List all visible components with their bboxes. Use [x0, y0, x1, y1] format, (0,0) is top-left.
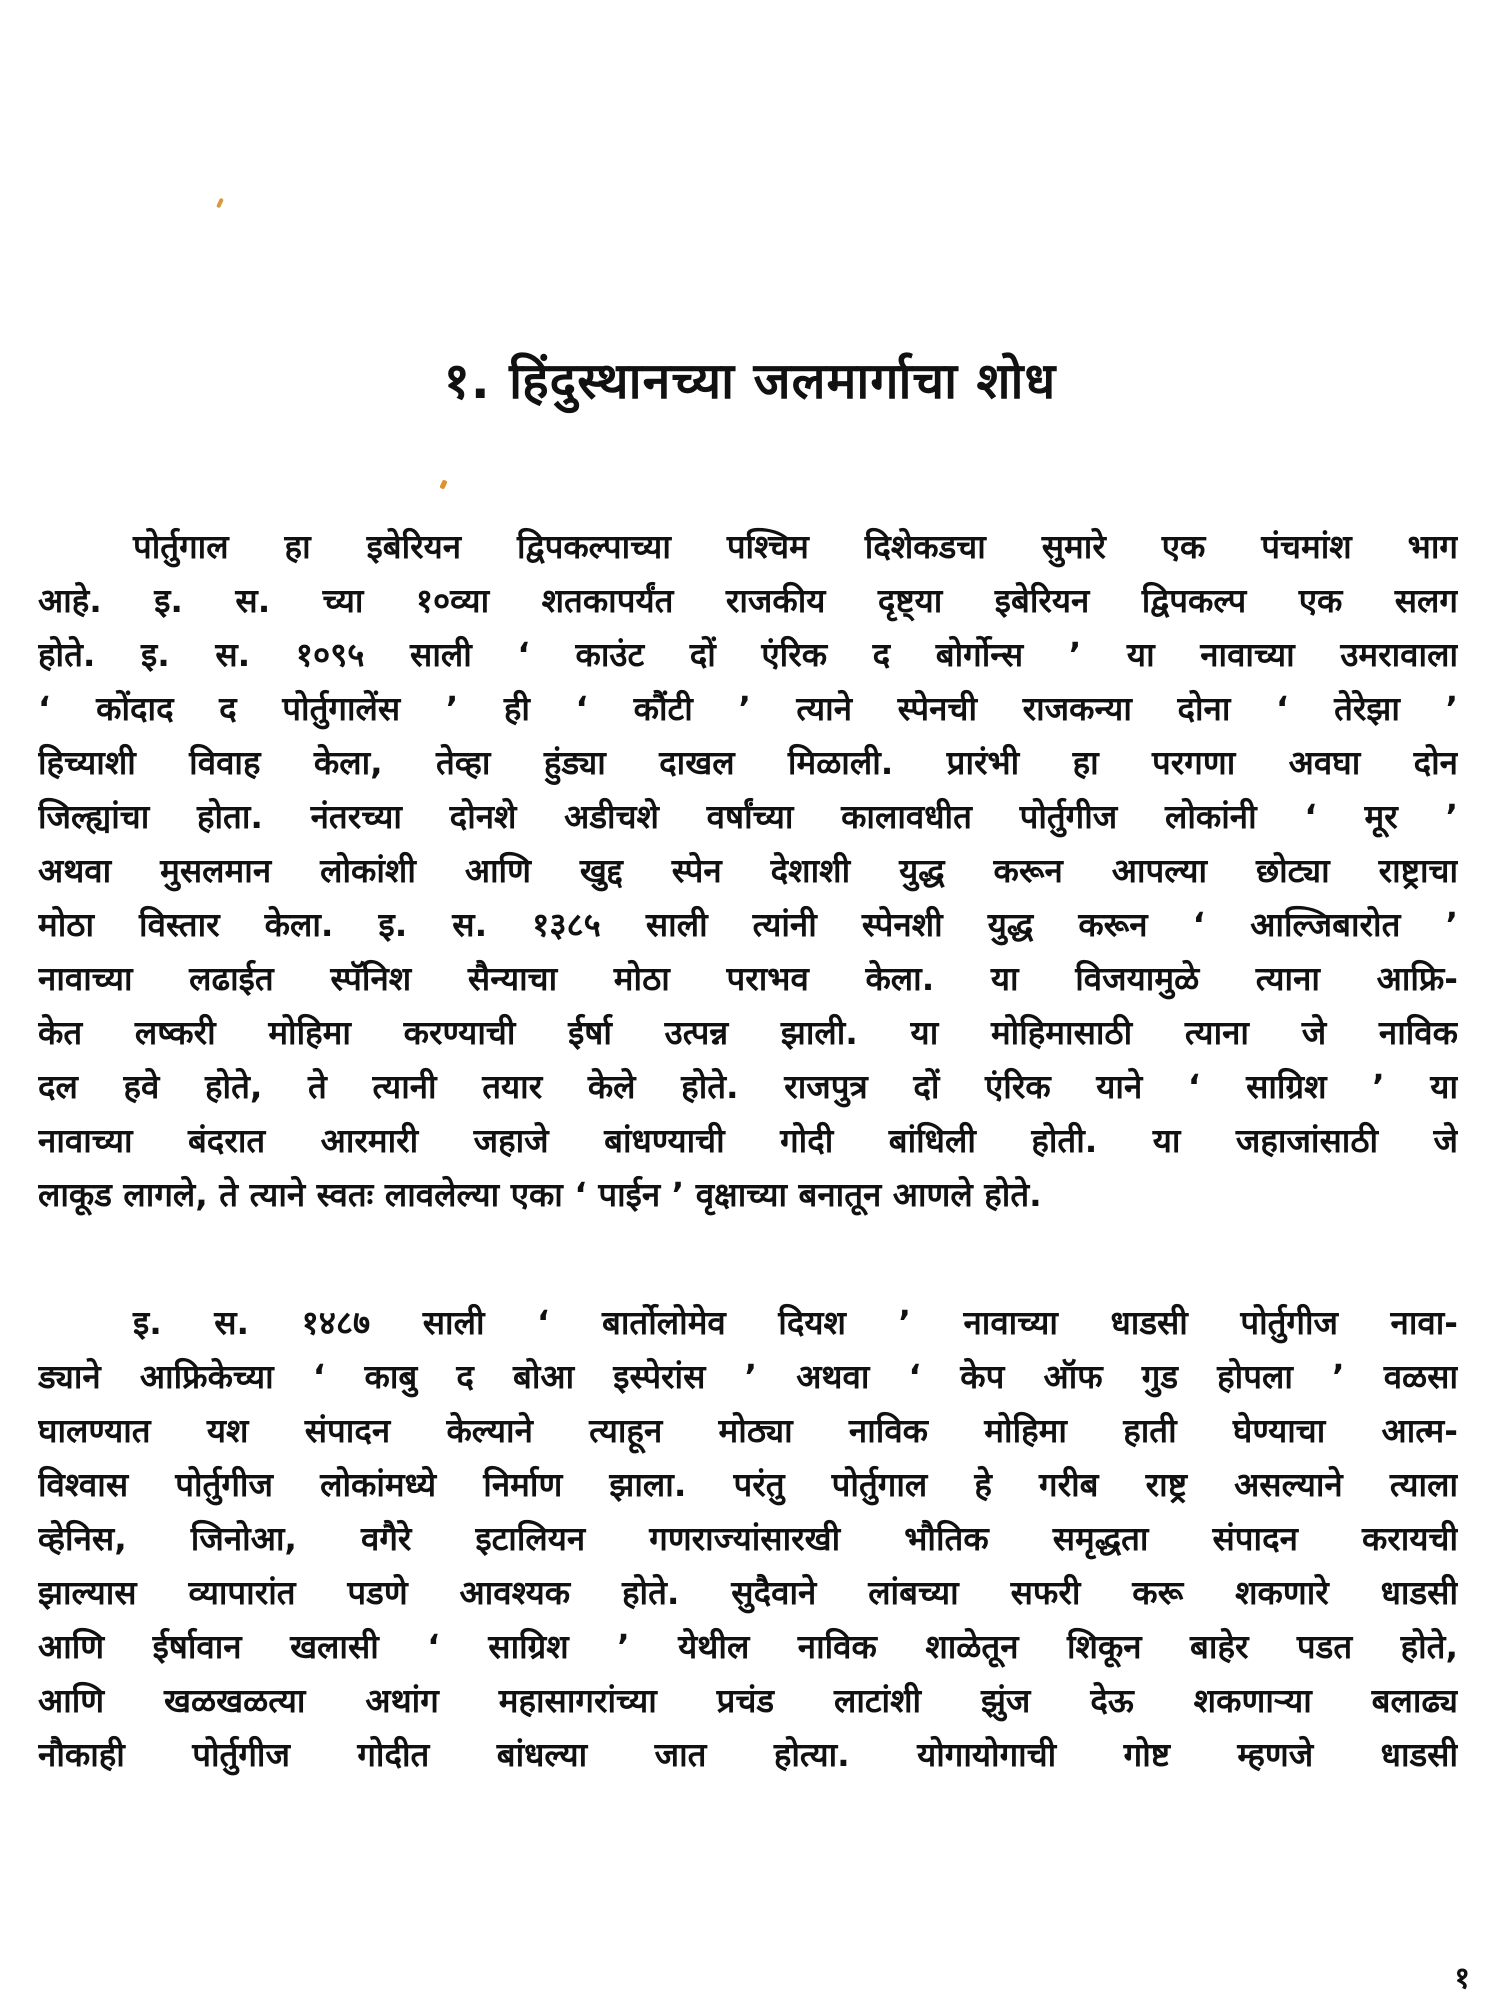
text-line: नावाच्या लढाईत स्पॅनिश सैन्याचा मोठा पराभव केला. या विजयामुळे त्याना आफ्रि-	[38, 959, 1458, 998]
paragraph-1	[38, 520, 1458, 1222]
text-line: घालण्यात यश संपादन केल्याने त्याहून मोठ्या नाविक मोहिमा हाती घेण्याचा आत्म-	[38, 1411, 1458, 1450]
text-line: व्हेनिस, जिनोआ, वगैरे इटालियन गणराज्यांसारखी भौतिक समृद्धता संपादन करायची	[38, 1519, 1458, 1558]
text-line: नावाच्या बंदरात आरमारी जहाजे बांधण्याची गोदी बांधिली होती. या जहाजांसाठी जे	[38, 1121, 1458, 1160]
paragraph-2	[38, 1296, 1458, 1782]
text-line: लाकूड लागले, ते त्याने स्वतः लावलेल्या एका ‘ पाईन ’ वृक्षाच्या बनातून आणले होते.	[38, 1175, 1042, 1214]
text-line: आणि खळखळत्या अथांग महासागरांच्या प्रचंड लाटांशी झुंज देऊ शकणाऱ्या बलाढ्य	[38, 1681, 1458, 1720]
text-line: विश्वास पोर्तुगीज लोकांमध्ये निर्माण झाला. परंतु पोर्तुगाल हे गरीब राष्ट्र असल्याने त्याला	[38, 1465, 1458, 1504]
chapter-title: १. हिंदुस्थानच्या जलमार्गाचा शोध	[443, 352, 1057, 410]
page-number: १	[1454, 1961, 1470, 1996]
text-line: इ. स. १४८७ साली ‘ बार्तोलोमेव दियश ’ नावाच्या धाडसी पोर्तुगीज नावा-	[133, 1303, 1458, 1342]
text-line: दल हवे होते, ते त्यानी तयार केले होते. राजपुत्र दों एंरिक याने ‘ साग्रिश ’ या	[38, 1067, 1458, 1106]
text-line: अथवा मुसलमान लोकांशी आणि खुद्द स्पेन देशाशी युद्ध करून आपल्या छोट्या राष्ट्राचा	[38, 851, 1458, 890]
text-line: मोठा विस्तार केला. इ. स. १३८५ साली त्यांनी स्पेनशी युद्ध करून ‘ आल्जिबारोत ’	[38, 905, 1458, 944]
text-line: केत लष्करी मोहिमा करण्याची ईर्षा उत्पन्न झाली. या मोहिमासाठी त्याना जे नाविक	[38, 1013, 1458, 1052]
text-line: ‘ कोंदाद द पोर्तुगालेंस ’ ही ‘ कौंटी ’ त्याने स्पेनची राजकन्या दोना ‘ तेरेझा ’	[38, 689, 1458, 728]
text-line: पोर्तुगाल हा इबेरियन द्विपकल्पाच्या पश्चिम दिशेकडचा सुमारे एक पंचमांश भाग	[133, 527, 1458, 566]
text-line: आणि ईर्षावान खलासी ‘ साग्रिश ’ येथील नाविक शाळेतून शिकून बाहेर पडत होते,	[38, 1627, 1458, 1666]
text-line: झाल्यास व्यापारांत पडणे आवश्यक होते. सुदैवाने लांबच्या सफरी करू शकणारे धाडसी	[38, 1573, 1458, 1612]
text-line: हिच्याशी विवाह केला, तेव्हा हुंड्या दाखल मिळाली. प्रारंभी हा परगणा अवघा दोन	[38, 743, 1458, 782]
text-line: नौकाही पोर्तुगीज गोदीत बांधल्या जात होत्या. योगायोगाची गोष्ट म्हणजे धाडसी	[38, 1735, 1458, 1774]
text-line: जिल्ह्यांचा होता. नंतरच्या दोनशे अडीचशे वर्षांच्या कालावधीत पोर्तुगीज लोकांनी ‘ मूर ’	[38, 797, 1458, 836]
text-line: होते. इ. स. १०९५ साली ‘ काउंट दों एंरिक द बोर्गोन्स ’ या नावाच्या उमरावाला	[38, 635, 1458, 674]
text-line: ड्याने आफ्रिकेच्या ‘ काबु द बोआ इस्पेरांस ’ अथवा ‘ केप ऑफ गुड होपला ’ वळसा	[38, 1357, 1458, 1396]
ink-speck	[216, 198, 224, 209]
text-line: आहे. इ. स. च्या १०व्या शतकापर्यंत राजकीय दृष्ट्या इबेरियन द्विपकल्प एक सलग	[38, 581, 1458, 620]
ink-speck	[439, 479, 447, 489]
